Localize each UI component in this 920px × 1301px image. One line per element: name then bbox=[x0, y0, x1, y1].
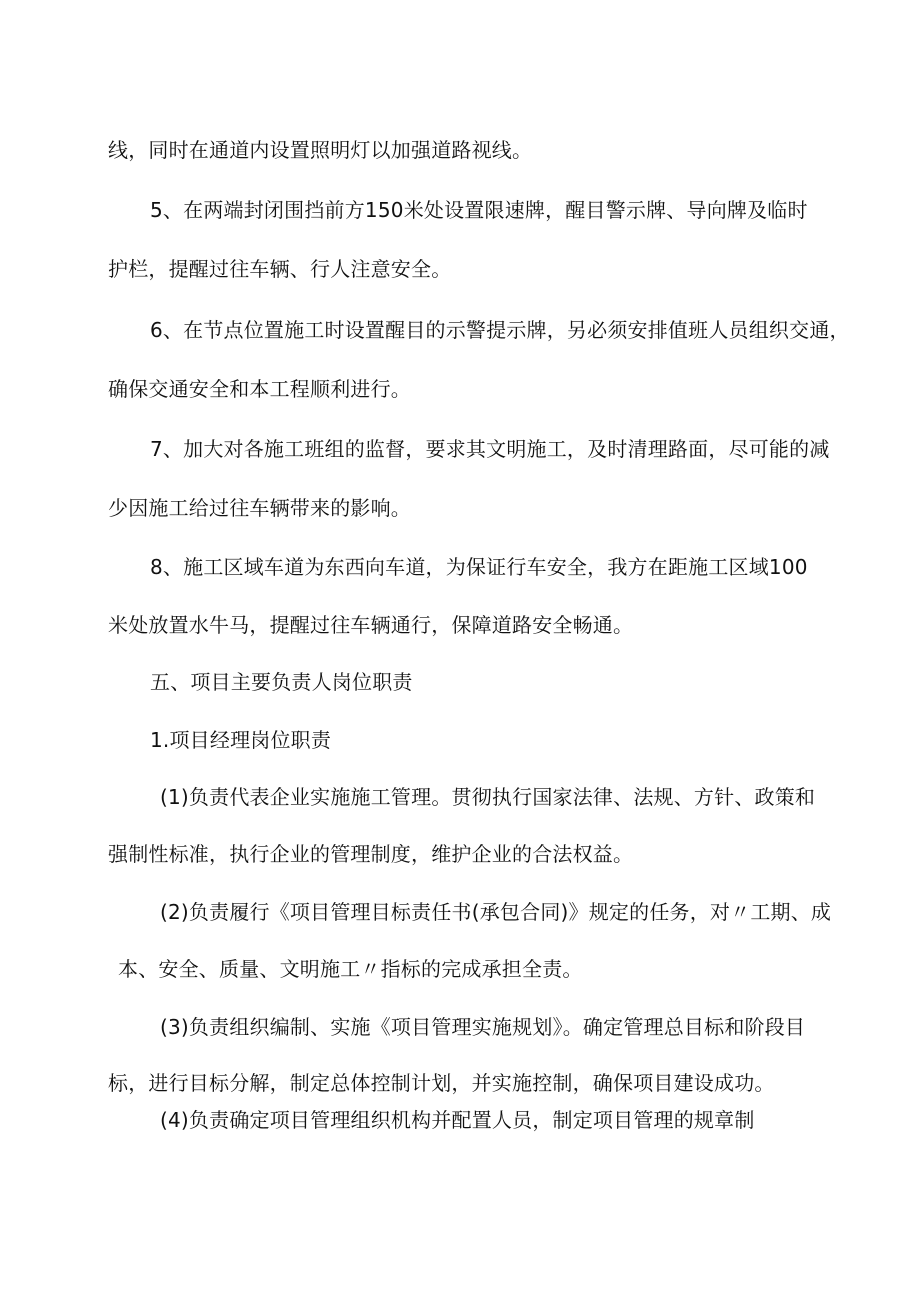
item-7-line-2: 少因施工给过往车辆带来的影响。 bbox=[108, 496, 411, 520]
section-heading: 五、项目主要负责人岗位职责 bbox=[150, 670, 413, 694]
duty-3-line-2: 标，进行目标分解，制定总体控制计划，并实施控制，确保项目建设成功。 bbox=[108, 1071, 775, 1095]
duty-3-line-1: (3)负责组织编制、实施《项目管理实施规划》。确定管理总目标和阶段目 bbox=[160, 1015, 806, 1039]
paragraph-4-end-line: 线，同时在通道内设置照明灯以加强道路视线。 bbox=[108, 138, 533, 162]
item-7-line-1: 7、加大对各施工班组的监督，要求其文明施工，及时清理路面，尽可能的减 bbox=[150, 437, 830, 461]
item-5-line-2: 护栏，提醒过往车辆、行人注意安全。 bbox=[108, 257, 452, 281]
duty-2-line-2: 本、安全、质量、文明施工〃指标的完成承担全责。 bbox=[118, 957, 583, 981]
duty-4-line-1: (4)负责确定项目管理组织机构并配置人员，制定项目管理的规章制 bbox=[160, 1108, 755, 1132]
duty-2-line-1: (2)负责履行《项目管理目标责任书(承包合同)》规定的任务，对〃工期、成 bbox=[160, 900, 832, 924]
item-8-line-1: 8、施工区域车道为东西向车道，为保证行车安全，我方在距施工区域100 bbox=[150, 555, 808, 579]
subsection-heading: 1.项目经理岗位职责 bbox=[150, 728, 332, 752]
item-8-line-2: 米处放置水牛马，提醒过往车辆通行，保障道路安全畅通。 bbox=[108, 613, 634, 637]
item-5-line-1: 5、在两端封闭围挡前方150米处设置限速牌，醒目警示牌、导向牌及临时 bbox=[150, 198, 808, 222]
duty-1-line-2: 强制性标准，执行企业的管理制度，维护企业的合法权益。 bbox=[108, 842, 634, 866]
item-6-line-2: 确保交通安全和本工程顺利进行。 bbox=[108, 377, 411, 401]
item-6-line-1: 6、在节点位置施工时设置醒目的示警提示牌，另必须安排值班人员组织交通， bbox=[150, 318, 850, 342]
duty-1-line-1: (1)负责代表企业实施施工管理。贯彻执行国家法律、法规、方针、政策和 bbox=[160, 785, 816, 809]
